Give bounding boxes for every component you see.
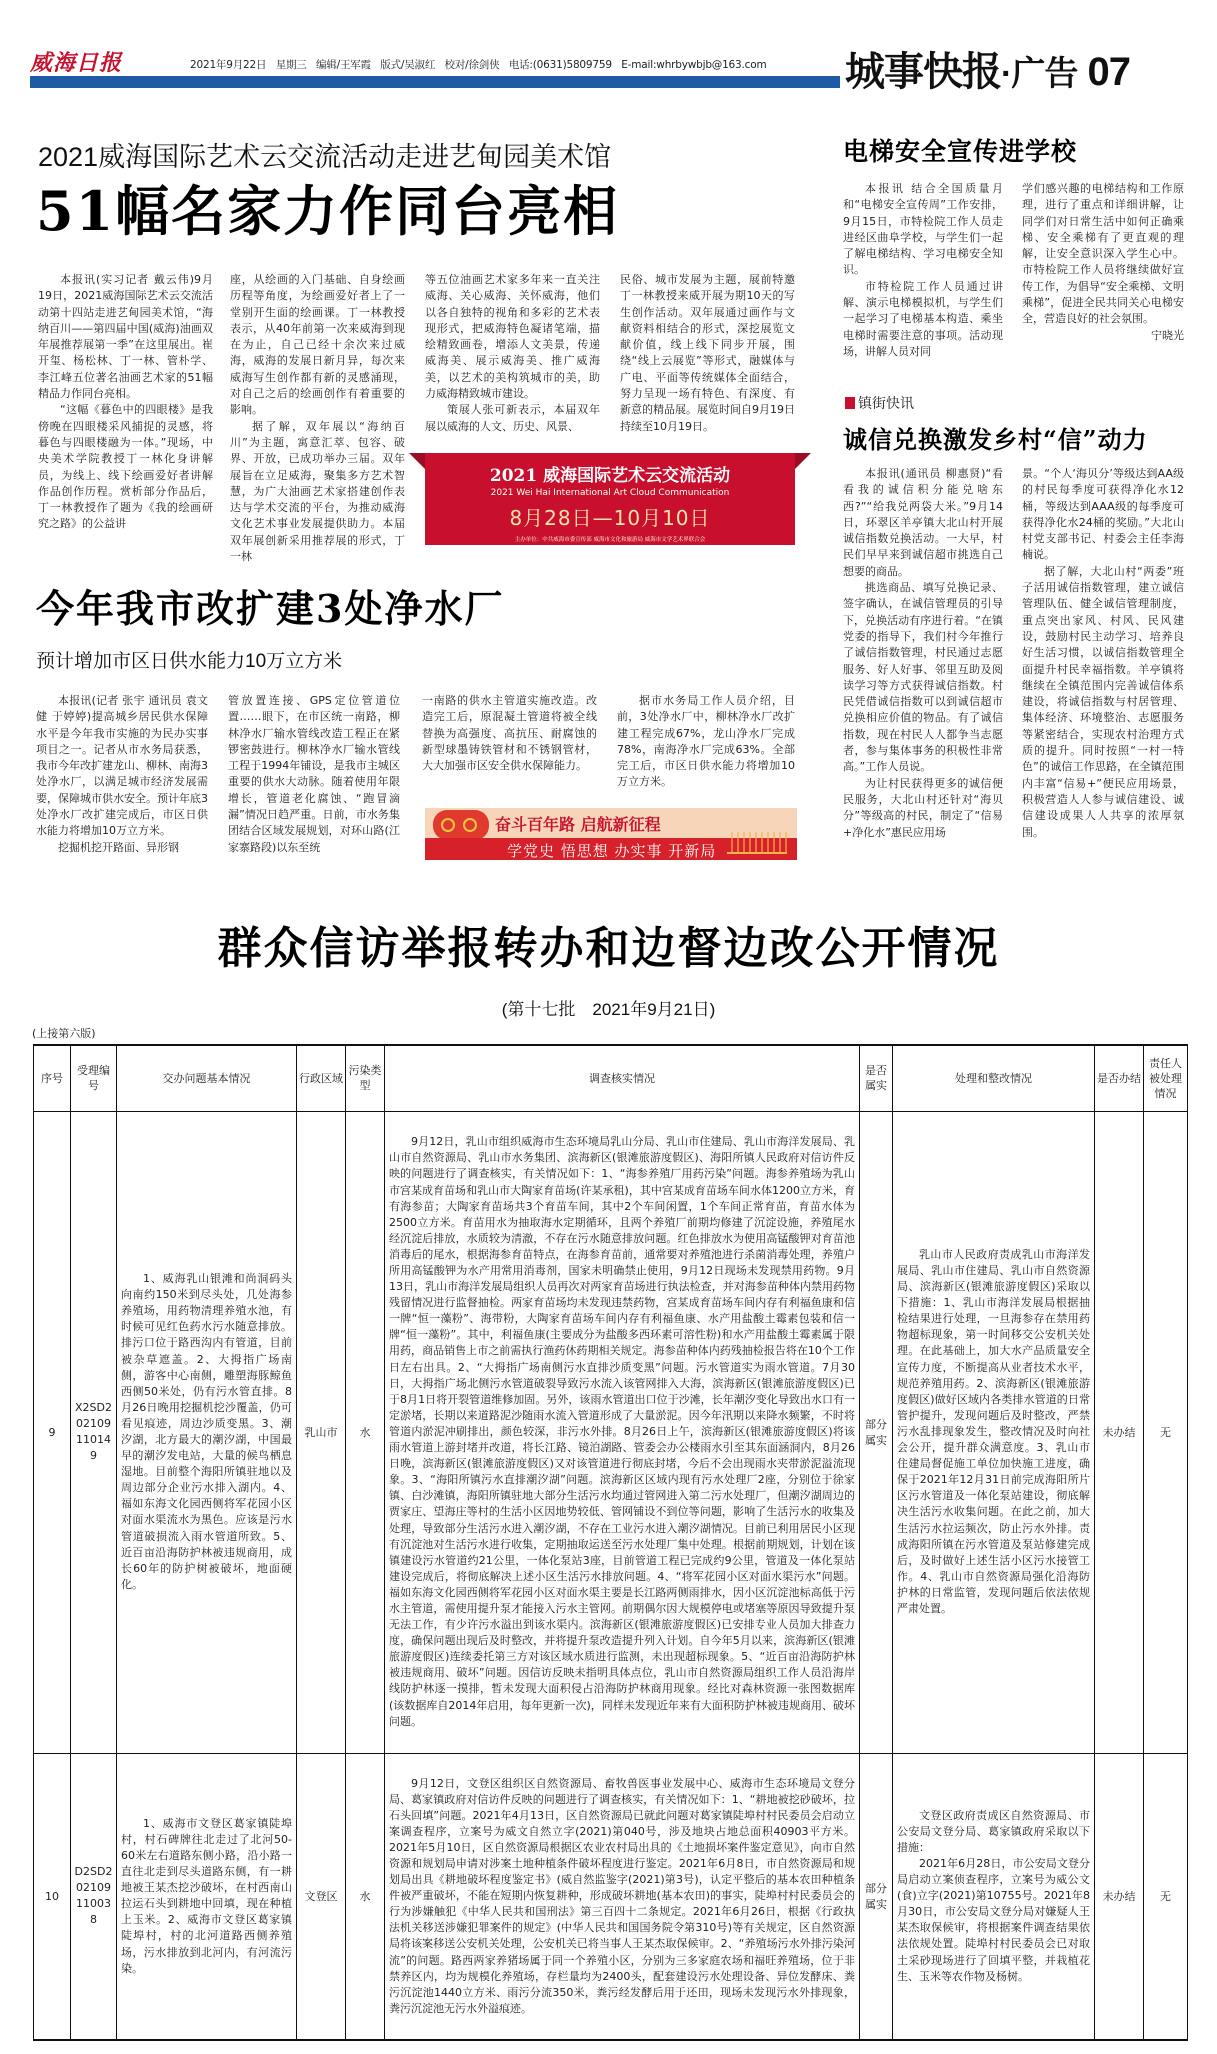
layout-designer: 版式/吴淑红 [380, 59, 436, 71]
col-header-issue: 交办问题基本情况 [117, 1045, 297, 1111]
article2-subtitle: 预计增加市区日供水能力10万立方米 [36, 651, 343, 672]
section-suffix: ·广告 [1001, 55, 1078, 93]
report-table [33, 1044, 1188, 2041]
cell-type: 水 [346, 1111, 385, 1753]
article4-col2 [1022, 466, 1184, 841]
cell-accountability: 无 [1144, 1753, 1188, 2040]
cell-closed: 未办结 [1095, 1753, 1144, 2040]
table-header-row [34, 1045, 1188, 1111]
cell-no: 9 [34, 1111, 71, 1753]
article4-col1 [843, 466, 1003, 841]
article2-col3 [422, 693, 597, 774]
party-banner-slogan: 奋斗百年路 启航新征程 [495, 815, 661, 834]
article1-col4 [620, 272, 795, 435]
paragraph: 挑选商品、填写兑换记录、签字确认，在诚信管理员的引导下，兑换活动有序进行着。“在镇党委的指导下，我们村今年推行了诚信指数管理，村民通过志愿服务、好人好事、邻里互助及阅读学习等方式获得诚信指数。村民凭借诚信指数可以到诚信超市兑换相应价值的物品。有了诚信指数，现在村民人人都争当志愿者，参与集体事务的积极性非常高。”工作人员说。 [843, 581, 1003, 774]
col-header-handling: 处理和整改情况 [893, 1045, 1095, 1111]
paragraph: 据了解，大北山村“两委”班子活用诚信指数管理，建立诚信管理队伍、健全诚信管理制度，重点突出家风、村风、民风建设，鼓励村民主动学习、培养良好生活习惯，以诚信指数管理全面提升村民幸福指数。羊亭镇将继续在全镇范围内完善诚信体系建设，将诚信指数与村居管理、集体经济、环境整治、志愿服务等紧密结合，实现农村治理方式质的提升。同时按照“一村一特色”的诚信工作思路，在全镇范围内丰富“信易+”便民应用场景，积极营造人人参与诚信建设、诚信建设成果人人共享的浓厚氛围。 [1022, 564, 1184, 839]
paragraph: 本报讯 结合全国质量月和“电梯安全宣传周”工作安排，9月15日，市特检院工作人员走进经区曲阜学校，与学生们一起了解电梯结构、学习电梯安全知识。 [843, 182, 1003, 277]
article1-title: 51幅名家力作同台亮相 [36, 179, 620, 243]
section-title [845, 40, 1130, 97]
paragraph: 管放置连接、GPS定位管道位置……眼下，在市区统一南路，柳林净水厂输水管线改造工程正在紧锣密鼓进行。柳林净水厂输水管线工程于1994年铺设，是我市主城区重要的供水大动脉。随着使用年限增长，管道老化腐蚀、“跑冒滴漏”情况日趋严重。日前，市水务集团结合区域发展规划，对环山路(江家寨路段)以东至统 [228, 694, 400, 854]
col-header-region: 行政区域 [297, 1045, 346, 1111]
cell-no: 10 [34, 1753, 71, 2040]
party-banner-motto: 学党史 悟思想 办实事 开新局 [507, 842, 717, 860]
paragraph: 学们感兴趣的电梯结构和工作原理，进行了重点和详细讲解，让同学们对日常生活中如何正确乘梯、安全乘梯有了更直观的理解，让安全意识深入学生心中。市特检院工作人员将继续做好宣传工作，为倡导“安全乘梯、文明乘梯”，促进全民共同关心电梯安全，营造良好的社会氛围。 [1022, 182, 1184, 326]
cell-id: X2SD202109110149 [71, 1111, 117, 1753]
continued-note: (上接第六版) [32, 1027, 96, 1040]
proofreader: 校对/徐剑侠 [444, 59, 500, 71]
cell-issue [117, 1111, 297, 1753]
report-title: 群众信访举报转办和边督边改公开情况 [217, 923, 1000, 974]
handling-text: 乳山市人民政府责成乳山市海洋发展局、乳山市住建局、乳山市自然资源局、滨海新区(银滩旅游度假区)采取以下措施：1、乳山市海洋发展局根据抽检结果进行处理，一旦海参存在禁用药物超标现象，第一时间移交公安机关处理。在此基础上，加大水产品质量安全宣传力度，不断提高从业者技术水平，规范养殖用药。2、滨海新区(银滩旅游度假区)做好区域内各类排水管道的日常管护提升，发现问题后及时整改，严禁污水乱排现象发生，整改情况及时向社会公开，提升群众满意度。3、乳山市住建局督促施工单位加快施工进度，确保于2021年12月31日前完成海阳所片区污水管道及一体化泵站建设，彻底解决生活污水收集问题。在此之前，加大生活污水拉运频次，防止污水外排。责成海阳所镇在污水管道及泵站修建完成后，及时做好上述生活小区污水接管工作。4、乳山市自然资源局强化沿海防护林的日常监管，发现问题后依法依规严肃处置。 [897, 1247, 1090, 1615]
paragraph: 等五位油画艺术家多年来一直关注威海、关心威海、关怀威海，他们以各自独特的视角和多彩的艺术表现形式，把威海特色凝诸笔端，描绘精致画卷，增添人文美景，传递威海美、展示威海美、推广威海美，以艺术的美构筑城市的美，助力威海精致城市建设。 [425, 273, 600, 401]
paragraph: 景。“个人‘海贝分’等级达到AA级的村民每季度可获得净化水12桶，等级达到AAA级的每季度可获得净化水24桶的奖励。”大北山村党支部书记、村委会主任李海楠说。 [1022, 467, 1184, 562]
investigation-text: 9月12日，文登区组织区自然资源局、畜牧兽医事业发展中心、威海市生态环境局文登分局、葛家镇政府对信访件反映的问题进行了调查核实，有关情况如下：1、“耕地被挖砂破坏，拉石头回填”问题。2021年4月13日，区自然资源局已就此问题对葛家镇陡埠村村民委员会启动立案调查程序，立案号为威文自然立字(2021)第040号，涉及地块占地总面积40903平方米。2021年5月10日，区自然资源局根据区农业农村局出具的《土地损坏案件鉴定意见》，向市自然资源和规划局申请对涉案土地种植条件破坏程度进行鉴定。2021年6月8日，市自然资源局和规划局出具《耕地破坏程度鉴定书》(威自然监鉴字(2021)第3号)，认定平整后的基本农田种植条件被严重破坏，不能在短期内恢复耕种，形成破坏耕地(基本农田)的事实，陡埠村村民委员会的行为涉嫌触犯《中华人民共和国刑法》第三百四十二条规定。2021年6月26日，根据《行政执法机关移送涉嫌犯罪案件的规定》(中华人民共和国国务院令第310号)等有关规定，区自然资源局将该案移送公安机关处理，公安机关已将当事人王某杰取保候审。2、“养殖场污水外排污染河流”的问题。路西两家养猪场属于同一个养殖小区，分别为三多家庭农场和福旺养殖场，位于非禁养区内，均为规模化养殖场，存栏量均为2400头，配套建设污水处理设备、异位发酵床、粪污沉淀池1440立方米、雨污分流350米，粪污经发酵后用于还田，现场未发现污水外排现象，粪污沉淀池无污水外溢痕迹。 [389, 1776, 855, 2015]
article2-col2 [228, 693, 400, 856]
col-header-no: 序号 [34, 1045, 71, 1111]
cell-investigation [385, 1753, 860, 2040]
paragraph: 据市水务局工作人员介绍，目前，3处净水厂中，柳林净水厂改扩建工程完成67%，龙山净水厂完成78%，南海净水厂完成63%。全部完工后，市区日供水能力将增加10万立方米。 [617, 694, 795, 789]
masthead-bar [30, 76, 840, 88]
event-banner [425, 453, 795, 545]
article1-col2 [230, 272, 405, 565]
handling-text: 2021年6月28日，市公安局文登分局启动立案侦查程序，立案号为威公文(食)立字(2021)第10755号。2021年8月30日，市公安局文登分局对嫌疑人王某杰取保候审，将根据案件调查结果依法依规处置。陡埠村村民委员会已对取土采砂现场进行了回填平整，并栽植花生、玉米等农作物及杨树。 [897, 1857, 1090, 1983]
paragraph: 本报讯(记者 张宇 通讯员 袁文健 于婷婷)提高城乡居民供水保障水平是今年我市实施的为民办实事项目之一。记者从市水务局获悉，我市今年改扩建龙山、柳林、南海3处净水厂，以满足城市经济发展需要，保障城市供水安全。预计年底3处净水厂改扩建完成后，市区日供水能力将增加10万立方米。 [36, 694, 208, 838]
phone: 电话:(0631)5809759 [508, 59, 612, 71]
article2-col1 [36, 693, 208, 856]
paragraph: 民俗、城市发展为主题，展前特邀丁一林教授来威开展为期10天的写生创作活动。双年展通过画作与文献资料相结合的形式，深挖展览文献价值，线上线下同步开展，围绕“线上云展览”等形式，融媒体与广电、平面等传统媒体全面结合，努力呈现一场有特色、有深度、有新意的精品展。展览时间自9月19日持续至10月19日。 [620, 273, 795, 433]
col-header-accountability: 责任人被处理情况 [1144, 1045, 1188, 1111]
paragraph: “这幅《暮色中的四眼楼》是我傍晚在四眼楼采风捕捉的灵感，将暮色与四眼楼融为一体。”现场，中央美术学院教授丁一林化身讲解员，为线上、线下绘画爱好者讲解作品创作历程。赏析部分作品后，丁一林教授作了题为《我的绘画研究之路》的公益讲 [38, 403, 213, 531]
col-header-closed: 是否办结 [1095, 1045, 1144, 1111]
news-tag-label: 镇街快讯 [858, 396, 914, 412]
paragraph: 为让村民获得更多的诚信便民服务，大北山村还针对“海贝分”等级高的村民，制定了“信易+净化水”惠民应用场 [843, 776, 1003, 839]
tag-marker-icon [845, 397, 855, 409]
banner-organizers: 主办单位：中共威海市委宣传部 威海市文化和旅游局 威海市文学艺术界联合会 [514, 537, 706, 543]
col-header-type: 污染类型 [346, 1045, 385, 1111]
news-tag [845, 393, 914, 413]
newspaper-logo: 威海日报 [30, 50, 123, 76]
banner-title: 2021 威海国际艺术云交流活动 [489, 466, 731, 486]
page-number: 07 [1087, 50, 1130, 94]
handling-text: 文登区政府责成区自然资源局、市公安局文登分局、葛家镇政府采取以下措施： [897, 1808, 1090, 1854]
investigation-text: 9月12日，乳山市组织威海市生态环境局乳山分局、乳山市住建局、乳山市海洋发展局、乳山市自然资源局、乳山市水务集团、滨海新区(银滩旅游度假区)、海阳所镇人民政府对信访件反映的问题进行了调查核实，有关情况如下：1、“海参养殖厂用药污染”问题。海参养殖场为乳山市宫某成育苗场和乳山市大陶家育苗场(许某承租)，其中宫某成育苗场车间水体1200立方米，育有海参苗；大陶家育苗场共3个育苗车间，其中2个车间闲置，1个车间正常育苗，育苗水体为2500立方米。育苗用水为抽取海水定期循环，且两个养殖厂前期均修建了沉淀设施，养殖尾水经沉淀后排放，水质较为清澈，不存在污水随意排放问题。红色排放水为使用高锰酸钾对育苗池消毒后的尾水，根据海参育苗特点，在海参育苗前，通常要对养殖池进行杀菌消毒处理，养殖户所用高锰酸钾为水产用常用消毒剂，国家未明确禁止使用，9月12日现场未发现禁用药物。9月13日，乳山市海洋发展局组织人员再次对两家育苗场进行执法检查，并对海参苗种体内禁用药物残留情况进行监督抽检。两家育苗场均未发现违禁药物，宫某成育苗场车间内存有利福鱼康和信一牌“恒一藻粉”、海带粉，大陶家育苗场车间内存有利福鱼康、水产用盐酸土霉素包装和信一牌“恒一藻粉”。其中，利福鱼康(主要成分为盐酸多西环素可溶性粉)和水产用盐酸土霉素属于限用药，商品销售上市之前需执行渔药休药期相关规定。海参苗种体内药残抽检报告将在10个工作日左右出具。2、“大拇指广场南侧污水直排沙质变黑”问题。污水管道实为雨水管道。7月30日，大拇指广场北侧污水管道破裂导致污水流入该管网排入大海，滨海新区(银滩旅游度假区)已于8月1日将开裂管道维修加固。另外，该雨水管道出口位于沙滩，长年潮汐变化导致出水口有一定淤堵，长期以来道路泥沙随雨水流入管道形成了大量淤泥。因今年汛期以来降水频繁，不时将管道内淤泥冲刷排出，颜色较深，非污水外排。8月26日上午，滨海新区(银滩旅游度假区)将该雨水管道上游封堵并改道，将长江路、镜泊湖路、管委会办公楼雨水引至其东面涵洞内，8月26日晚，滨海新区(银滩旅游度假区)又对该管道进行彻底封堵，今后不会出现雨水夹带淤泥溢流现象。3、“海阳所镇污水直排潮汐湖”问题。滨海新区区域内现有污水处理厂2座，分别位于徐家镇、白沙滩镇，海阳所镇驻地大部分生活污水均通过管网进入第二污水处理厂，但潮汐湖周边的贾家庄、望海庄等村的生活小区因地势较低、管网铺设不到位等问题，影响了生活污水的收集及处理，导致部分生活污水进入潮汐湖，不存在工业污水进入潮汐湖情况。目前已利用居民小区现有沉淀池对生活污水进行收集，定期抽取运送至污水处理厂集中处理。根据前期规划，计划在该镇建设污水管道约21公里，一体化泵站3座，目前管道工程已完成约9公里，管道及一体化泵站建设完成后，将彻底解决上述小区生活污水排放问题。4、“将军花园小区对面水渠污水”问题。福如东海文化园西侧将军花园小区对面水渠主要是长江路两侧雨排水，因小区沉淀池标高低于污水主管道，需使用提升泵才能接入污水主管网。前期偶尔因大规模停电或堵塞等原因导致提升泵无法工作，有少许污水溢出到该水渠内。滨海新区(银滩旅游度假区)已安排专业人员加大排查力度，确保问题出现后及时整改，并将提升泵改造提升列入计划。自今年5月以来，滨海新区(银滩旅游度假区)连续委托第三方对该区域水质进行监测，未出现超标现象。5、“近百亩沿海防护林被违规商用、破坏”问题。因信访反映未指明具体点位，乳山市自然资源局组织工作人员沿海岸线防护林逐一摸排，暂未发现大面积侵占沿海防护林商用现象。经比对森林资源一张图数据库(该数据库自2014年启用，每年更新一次)，同样未发现近年来有大面积防护林被违规商用、破坏问题。 [389, 1135, 855, 1728]
article2-title: 今年我市改扩建3处净水厂 [36, 586, 505, 631]
cell-handling [893, 1111, 1095, 1753]
issue-weekday: 星期三 [275, 59, 307, 71]
cell-issue [117, 1753, 297, 2040]
cell-type: 水 [346, 1753, 385, 2040]
article1-col1 [38, 272, 213, 533]
masthead-info [190, 57, 767, 72]
cell-id: D2SD202109110038 [71, 1753, 117, 2040]
article3-col2 [1022, 181, 1184, 344]
article3-col1 [843, 181, 1003, 360]
cell-verified: 部分属实 [860, 1111, 893, 1753]
issue-text: 1、威海乳山银滩和尚洞码头向南约150米到尽头处，几处海参养殖场，用药物清理养殖水池，有时候可见红色药水污水随意排放。排污口位于路西沟内有管道，目前被杂草遮盖。2、大拇指广场南侧，游客中心南侧，雕塑海豚鲸鱼西侧50米处，仍有污水管直排。8月26日晚用挖掘机挖沙覆盖，仍可看见痕迹，周边沙质变黑。3、潮汐湖，北方最大的潮汐湖，中国最早的潮汐发电站，大量的候鸟栖息湿地。目前整个海阳所镇驻地以及周边部分企业污水排入湖内。4、福如东海文化园西侧将军花园小区对面水渠流水为黑色。应该是污水管道破损流入雨水管道所致。5、近百亩沿海防护林被违规商用，成长60年的防护树被破坏，地面硬化。 [121, 1272, 292, 1591]
article1-subtitle: 2021威海国际艺术云交流活动走进艺甸园美术馆 [38, 142, 612, 172]
article3-byline: 宁晓光 [1151, 328, 1184, 342]
banner-english: 2021 Wei Hai International Art Cloud Communication [490, 488, 730, 498]
paragraph: 座，从绘画的入门基础、自身绘画历程等角度，为绘画爱好者上了一堂别开生面的绘画课。丁一林教授表示，从40年前第一次来威海到现在为止，自己已经十余次来过威海，威海的发展日新月异，每次来威海写生创作都有新的灵感涌现，对自己之后的绘画创作有着重要的影响。 [230, 273, 405, 417]
article2-col4 [617, 693, 795, 791]
cell-closed: 未办结 [1095, 1111, 1144, 1753]
banner-dates: 8月28日—10月10日 [509, 506, 711, 530]
paragraph: 本报讯(通讯员 柳惠贤)“看看我的诚信积分能兑啥东西?”“给我兑两袋大米。”9月14日，环翠区羊亭镇大北山村开展诚信指数兑换活动。一大早，村民们早早来到诚信超市挑选自己想要的商品。 [843, 467, 1003, 578]
paragraph: 一南路的供水主管道实施改造。改造完工后，原混凝土管道将被全线替换为高强度、高抗压、耐腐蚀的新型球墨铸铁管材和不锈钢管材，大大加强市区安全供水保障能力。 [422, 694, 597, 773]
paragraph: 市特检院工作人员通过讲解、演示电梯模拟机，与学生们一起学习了电梯基本构造、乘坐电梯时需要注意的事项。活动现场，讲解人员对同 [843, 279, 1003, 358]
cell-region: 文登区 [297, 1753, 346, 2040]
cell-handling [893, 1753, 1095, 2040]
table-row [34, 1753, 1188, 2040]
editor: 编辑/王军霞 [316, 59, 371, 71]
centenary-emblem-icon [433, 810, 489, 840]
paragraph: 本报讯(实习记者 戴云伟)9月19日，2021威海国际艺术云交流活动第十四站走进艺甸园美术馆，“海纳百川——第四届中国(威海)油画双年展推荐展第一季”在这里展出。崔开玺、杨松林、丁一林、管朴学、李江峰五位著名油画艺术家的51幅精品力作同台亮相。 [38, 273, 213, 401]
issue-text: 1、威海市文登区葛家镇陡埠村，村石碑牌往北走过了北河50-60米左右道路东侧小路，沿小路一直往北走到尽头道路东侧，有一耕地被王某杰挖沙破坏，在村西南山拉运石头到耕地中回填，现在种植上玉米。2、威海市文登区葛家镇陡埠村，村的北河道路西侧养殖场，污水排放到北河内，有河流污染。 [121, 1816, 292, 1975]
cell-investigation [385, 1111, 860, 1753]
party-history-banner [425, 808, 797, 860]
article3-title: 电梯安全宣传进学校 [843, 137, 1078, 166]
cell-region: 乳山市 [297, 1111, 346, 1753]
col-header-verified: 是否属实 [860, 1045, 893, 1111]
issue-date: 2021年9月22日 [190, 59, 267, 71]
skyline-icon [727, 832, 787, 854]
cell-accountability: 无 [1144, 1111, 1188, 1753]
col-header-id: 受理编号 [71, 1045, 117, 1111]
paragraph: 据了解，双年展以“海纳百川”为主题，寓意汇萃、包容、破界、开放，已成功举办三届。双年展旨在立足威海，聚集多方艺术智慧，为广大油画艺术家搭建创作表达与学术交流的平台，为推动威海文化艺术事业发展提供助力。本届双年展创新采用推荐展的形式，丁一林 [230, 419, 405, 564]
article4-title: 诚信兑换激发乡村“信”动力 [843, 425, 1148, 454]
paragraph: 挖掘机挖开路面、异形钢 [58, 840, 179, 854]
col-header-investigation: 调查核实情况 [385, 1045, 860, 1111]
article1-col3 [425, 272, 600, 435]
cell-verified: 部分属实 [860, 1753, 893, 2040]
section-name: 城事快报 [845, 50, 1001, 94]
email-link[interactable]: E-mail:whrbywbjb@163.com [621, 59, 767, 71]
report-subtitle: (第十七批 2021年9月21日) [501, 1000, 716, 1019]
table-row [34, 1111, 1188, 1753]
paragraph: 策展人张可新表示，本届双年展以威海的人文、历史、风景、 [425, 403, 600, 433]
